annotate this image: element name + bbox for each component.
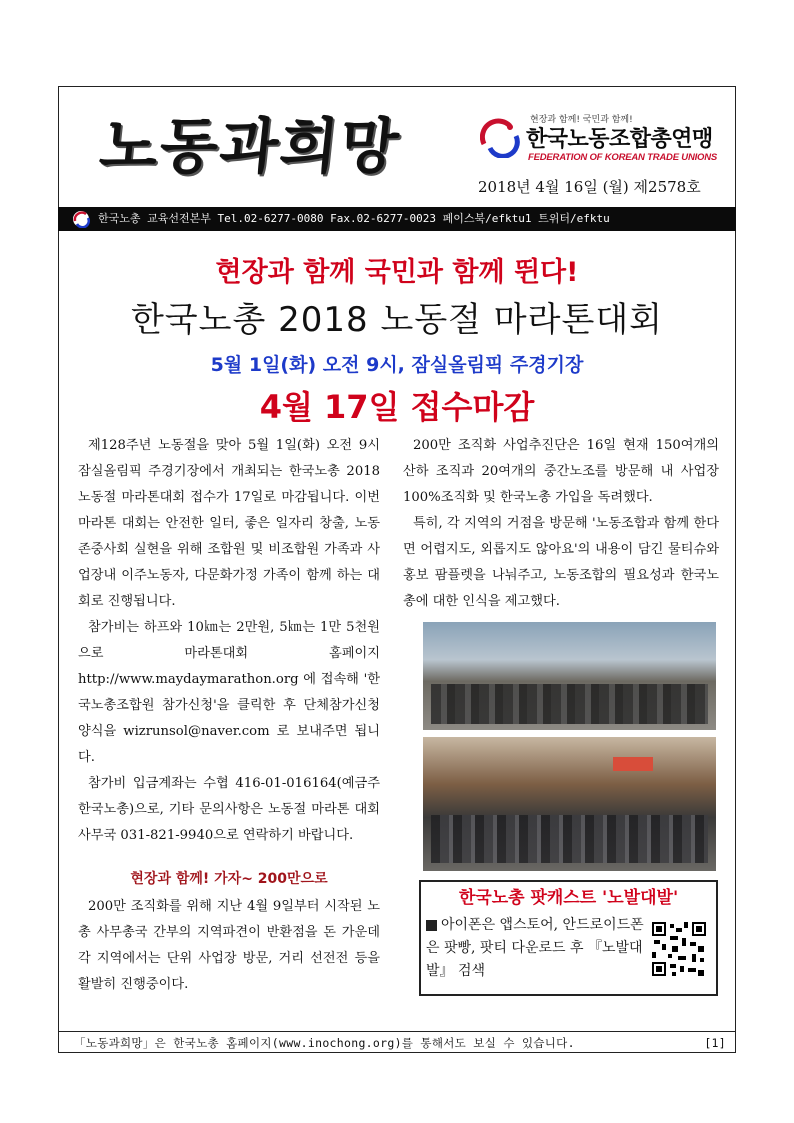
campaign-photo-group (423, 622, 716, 730)
photo-people (431, 684, 708, 724)
issue-date: 2018년 4월 16일 (월) 제2578호 (478, 178, 701, 196)
sub-article-heading: 현장과 함께! 가자~ 200만으로 (130, 871, 328, 887)
sub-article-column (78, 894, 380, 998)
podcast-title: 한국노총 팟캐스트 '노발대발' (458, 888, 679, 908)
footer-text: 「노동과희망」은 한국노총 홈페이지(www.inochong.org)를 통해서도 보실 수 있습니다. (74, 1036, 575, 1050)
podcast-text: 아이폰은 앱스토어, 안드로이드폰은 팟빵, 팟티 다운로드 후 『노발대발』 검색 (426, 917, 644, 979)
article-right-column (403, 433, 719, 615)
podcast-description (426, 914, 646, 983)
headline-kicker: 현장과 함께 국민과 함께 뛴다! (215, 257, 579, 288)
contact-bar: 한국노총 교육선전본부 Tel.02-6277-0080 Fax.02-6277-0023 페이스북/efktu1 트위터/efktu (58, 207, 736, 231)
podcast-bullet-icon (426, 920, 437, 931)
fktu-emblem-icon (480, 118, 520, 158)
qr-code-icon[interactable] (650, 920, 708, 978)
article-paragraph: 참가비는 하프와 10㎞는 2만원, 5㎞는 1만 5천원으로 마라톤대회 홈페이지 http://www.maydaymarathon.org 에 접속해 '한국노총조합원 참가신청'을 클릭한 후 단체참가신청 양식을 wizrunsol@naver.com 로 보내주면 됩니다. (78, 620, 380, 765)
org-english-name: FEDERATION OF KOREAN TRADE UNIONS (528, 152, 718, 163)
page-number: [1] (704, 1036, 726, 1050)
footer-bar (58, 1031, 736, 1053)
newsletter-logo: 노동과희망 (96, 112, 404, 182)
photo-crowd (431, 815, 708, 863)
photo-signboard (613, 757, 653, 771)
article-paragraph: 제128주년 노동절을 맞아 5월 1일(화) 오전 9시 잠실올림픽 주경기장에서 개최되는 한국노총 2018 노동절 마라톤대회 접수가 17일로 마감됩니다. 이번 마라톤 대회는 안전한 일터, 좋은 일자리 창출, 노동존중사회 실현을 위해 조합원 및 비조합원 가족과 사업장내 이주노동자, 다문화가정 가족이 함께 하는 대회로 진행됩니다. (78, 438, 380, 609)
article-paragraph: 200만 조직화 사업추진단은 16일 현재 150여개의 산하 조직과 20여개의 중간노조를 방문해 내 사업장 100%조직화 및 한국노총 가입을 독려했다. (403, 438, 719, 505)
headline-deadline: 4월 17일 접수마감 (259, 388, 535, 426)
fktu-small-emblem-icon (72, 210, 90, 228)
headline-schedule: 5월 1일(화) 오전 9시, 잠실올림픽 주경기장 (210, 354, 584, 376)
street-campaign-photo (423, 737, 716, 871)
org-name: 한국노동조합총연맹 (526, 127, 713, 152)
article-paragraph: 200만 조직화를 위해 지난 4월 9일부터 시작된 노총 사무총국 간부의 지역파견이 반환점을 돈 가운데 각 지역에서는 단위 사업장 방문, 거리 선전전 등을 활발히 진행중이다. (78, 899, 380, 992)
article-paragraph: 참가비 입금계좌는 수협 416-01-016164(예금주 한국노총)으로, 기타 문의사항은 노동절 마라톤 대회사무국 031-821-9940으로 연락하기 바랍니다. (78, 776, 380, 843)
article-left-column (78, 433, 380, 849)
org-slogan: 현장과 함께! 국민과 함께! (530, 115, 633, 125)
article-paragraph: 특히, 각 지역의 거점을 방문해 '노동조합과 함께 한다면 어렵지도, 외롭지도 않아요'의 내용이 담긴 물티슈와 홍보 팜플렛을 나눠주고, 노동조합의 필요성과 한국노총에 대한 인식을 제고했다. (403, 516, 719, 609)
headline-title: 한국노총 2018 노동절 마라톤대회 (130, 300, 664, 340)
